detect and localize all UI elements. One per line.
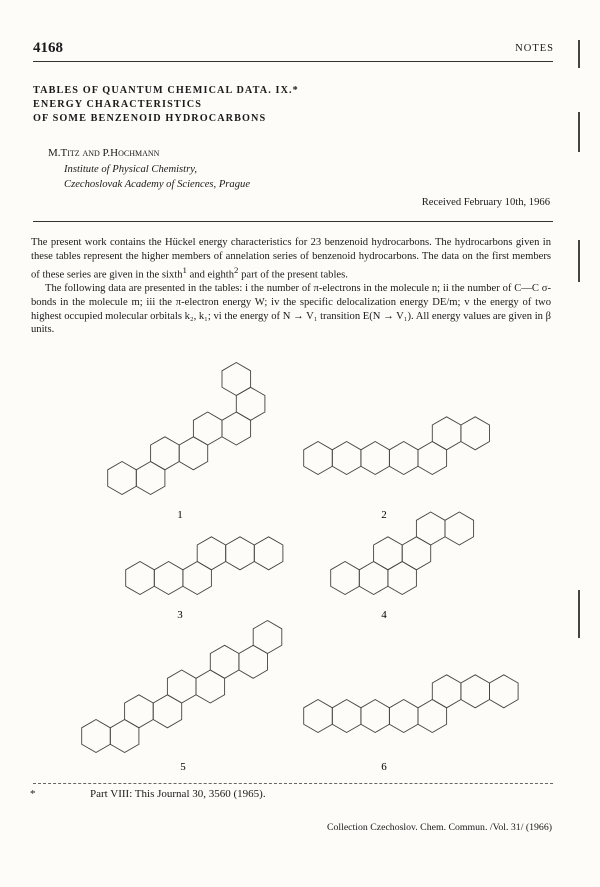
benzene-ring bbox=[332, 700, 361, 733]
benzene-ring bbox=[153, 695, 182, 728]
footnote-rule bbox=[33, 783, 553, 784]
benzene-ring bbox=[197, 537, 226, 570]
benzene-ring bbox=[154, 562, 183, 595]
figure-label-6: 6 bbox=[381, 761, 387, 773]
benzene-ring bbox=[125, 695, 154, 728]
footnote-marker: * bbox=[30, 788, 36, 800]
benzene-ring bbox=[108, 462, 137, 495]
benzene-ring bbox=[304, 700, 333, 733]
benzene-ring bbox=[461, 417, 490, 450]
molecule-drawings bbox=[82, 363, 518, 753]
benzene-ring bbox=[418, 700, 447, 733]
title-line: OF SOME BENZENOID HYDROCARBONS bbox=[33, 113, 267, 124]
reference-2: 2 bbox=[234, 264, 239, 275]
paragraph-1-text: The present work contains the Hückel energy characteristics for 23 benzenoid hydrocarbons. The hydrocarbons given in these tables represent the higher members of annelation series of benzenoid hydrocarbons. The data on the first members of these series are given in the sixth bbox=[31, 237, 551, 281]
benzene-ring bbox=[418, 442, 447, 475]
margin-mark bbox=[578, 590, 580, 638]
authors: M.Titz and P.Hochmann bbox=[48, 147, 160, 159]
benzene-ring bbox=[331, 562, 360, 595]
benzene-ring bbox=[179, 437, 208, 470]
affiliation-line: Czechoslovak Academy of Sciences, Prague bbox=[64, 178, 251, 190]
benzene-ring bbox=[461, 675, 490, 708]
footnote-text: Part VIII: This Journal 30, 3560 (1965). bbox=[90, 788, 266, 800]
benzene-ring bbox=[361, 700, 390, 733]
benzene-ring bbox=[226, 537, 255, 570]
benzene-ring bbox=[389, 700, 418, 733]
page-number: 4168 bbox=[33, 40, 63, 56]
received-date: Received February 10th, 1966 bbox=[421, 197, 550, 208]
benzene-ring bbox=[236, 387, 265, 420]
title-line: ENERGY CHARACTERISTICS bbox=[33, 99, 203, 110]
benzene-ring bbox=[253, 621, 282, 654]
figure-label-5: 5 bbox=[180, 761, 186, 773]
benzene-ring bbox=[416, 512, 445, 545]
figure-label-2: 2 bbox=[381, 509, 387, 521]
benzene-ring bbox=[332, 442, 361, 475]
benzene-ring bbox=[196, 670, 225, 703]
benzene-ring bbox=[193, 412, 222, 445]
benzene-ring bbox=[222, 412, 251, 445]
benzene-ring bbox=[239, 645, 268, 678]
margin-mark bbox=[578, 112, 580, 152]
journal-citation: Collection Czechoslov. Chem. Commun. /Vol. 31/ (1966) bbox=[326, 822, 552, 833]
benzene-ring bbox=[222, 363, 251, 396]
running-head: NOTES bbox=[515, 43, 554, 54]
margin-mark bbox=[578, 240, 580, 282]
benzene-ring bbox=[432, 417, 461, 450]
benzene-ring bbox=[82, 720, 111, 753]
benzene-ring bbox=[389, 442, 418, 475]
benzene-ring bbox=[388, 562, 417, 595]
benzene-ring bbox=[151, 437, 180, 470]
benzene-ring bbox=[374, 537, 403, 570]
figure-label-1: 1 bbox=[177, 509, 183, 521]
footnote bbox=[30, 788, 266, 800]
paragraph-1-text: and eighth bbox=[186, 269, 235, 281]
benzene-ring bbox=[304, 442, 333, 475]
benzene-ring bbox=[210, 645, 239, 678]
benzene-ring bbox=[254, 537, 283, 570]
benzene-ring bbox=[359, 562, 388, 595]
benzene-ring bbox=[167, 670, 196, 703]
benzene-ring bbox=[126, 562, 155, 595]
figure-label-4: 4 bbox=[381, 609, 387, 621]
reference-1: 1 bbox=[182, 264, 187, 275]
benzene-ring bbox=[432, 675, 461, 708]
margin-mark bbox=[578, 40, 580, 68]
paragraph-1-text: part of the present tables. bbox=[238, 269, 348, 281]
benzene-ring bbox=[183, 562, 212, 595]
title-line: TABLES OF QUANTUM CHEMICAL DATA. IX.* bbox=[33, 85, 299, 96]
figure-label-3: 3 bbox=[177, 609, 183, 621]
benzene-ring bbox=[110, 720, 139, 753]
paragraph-2: The following data are presented in the tables: i the number of π-electrons in the molecule n; ii the number of C—C σ-bonds in the molecule m; iii the π-electron energy W; iv the specific delocalization energy DE/m; v the energy of two highest occupied molecular orbitals k₂, k₁; vi the energy of N → V₁ transition E(N → V₁). All energy values are given in β units. bbox=[31, 282, 551, 336]
benzene-ring bbox=[136, 462, 165, 495]
benzene-ring bbox=[490, 675, 519, 708]
benzene-ring bbox=[402, 537, 431, 570]
benzene-ring bbox=[361, 442, 390, 475]
affiliation-line: Institute of Physical Chemistry, bbox=[64, 164, 197, 175]
benzene-ring bbox=[445, 512, 474, 545]
